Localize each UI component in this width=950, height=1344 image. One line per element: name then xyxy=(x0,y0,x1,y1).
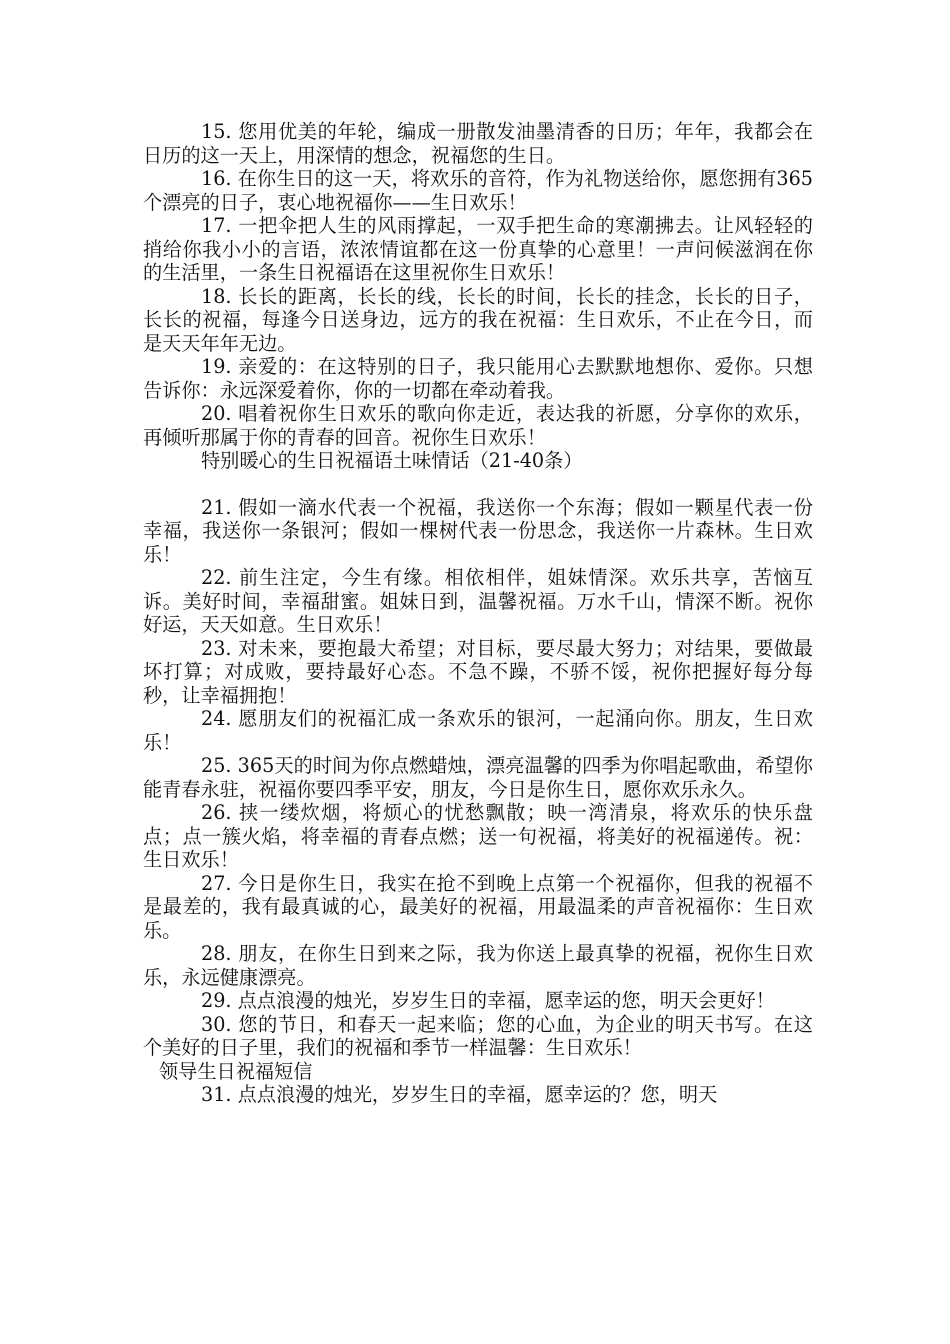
paragraph-20: 20. 唱着祝你生日欢乐的歌向你走近，表达我的祈愿，分享你的欢乐，再倾听那属于你的青春的回音。祝你生日欢乐！ xyxy=(143,402,813,449)
paragraph-18: 18. 长长的距离，长长的线，长长的时间，长长的挂念，长长的日子，长长的祝福，每逢今日送身边，远方的我在祝福：生日欢乐，不止在今日，而是天天年年无边。 xyxy=(143,284,813,355)
paragraph-26: 26. 挟一缕炊烟，将烦心的忧愁飘散；映一湾清泉，将欢乐的快乐盘点；点一簇火焰，将幸福的青春点燃；送一句祝福，将美好的祝福递传。祝：生日欢乐！ xyxy=(143,801,813,871)
paragraph-23: 23. 对未来，要抱最大希望；对目标，要尽最大努力；对结果，要做最坏打算；对成败，要持最好心态。不急不躁，不骄不馁，祝你把握好每分每秒，让幸福拥抱！ xyxy=(143,636,813,707)
paragraph-27: 27. 今日是你生日，我实在抢不到晚上点第一个祝福你，但我的祝福不是最差的，我有最真诚的心，最美好的祝福，用最温柔的声音祝福你：生日欢乐。 xyxy=(143,871,813,942)
paragraph-31: 31. 点点浪漫的烛光，岁岁生日的幸福，愿幸运的？您，明天 xyxy=(201,1083,718,1106)
paragraph-15: 15. 您用优美的年轮，编成一册散发油墨清香的日历；年年，我都会在日历的这一天上，用深情的想念，祝福您的生日。 xyxy=(143,120,813,167)
section-heading: 特别暖心的生日祝福语土味情话（21-40条） xyxy=(201,449,583,472)
paragraph-19: 19. 亲爱的：在这特别的日子，我只能用心去默默地想你、爱你。只想告诉你：永远深爱着你，你的一切都在牵动着我。 xyxy=(143,355,813,402)
paragraph-30: 30. 您的节日，和春天一起来临；您的心血，为企业的明天书写。在这个美好的日子里，我们的祝福和季节一样温馨：生日欢乐！ xyxy=(143,1012,813,1059)
paragraph-25: 25. 365天的时间为你点燃蜡烛，漂亮温馨的四季为你唱起歌曲，希望你能青春永驻，祝福你要四季平安，朋友，今日是你生日，愿你欢乐永久。 xyxy=(143,754,813,801)
paragraph-28: 28. 朋友，在你生日到来之际，我为你送上最真挚的祝福，祝你生日欢乐，永远健康漂亮。 xyxy=(143,942,813,989)
paragraph-24: 24. 愿朋友们的祝福汇成一条欢乐的银河，一起涌向你。朋友，生日欢乐！ xyxy=(143,707,813,754)
paragraph-16: 16. 在你生日的这一天，将欢乐的音符，作为礼物送给你，愿您拥有365个漂亮的日子，衷心地祝福你——生日欢乐！ xyxy=(143,167,813,214)
paragraph-29: 29. 点点浪漫的烛光，岁岁生日的幸福，愿幸运的您，明天会更好！ xyxy=(201,989,775,1012)
subsection-heading: 领导生日祝福短信 xyxy=(159,1059,313,1083)
paragraph-22: 22. 前生注定，今生有缘。相依相伴，姐妹情深。欢乐共享，苦恼互诉。美好时间，幸福甜蜜。姐妹日到，温馨祝福。万水千山，情深不断。祝你好运，天天如意。生日欢乐！ xyxy=(143,566,813,636)
paragraph-21: 21. 假如一滴水代表一个祝福，我送你一个东海；假如一颗星代表一份幸福，我送你一条银河；假如一棵树代表一份思念，我送你一片森林。生日欢乐！ xyxy=(143,495,813,566)
document-body xyxy=(143,120,813,1107)
paragraph-17: 17. 一把伞把人生的风雨撑起，一双手把生命的寒潮拂去。让风轻轻的捎给你我小小的言语，浓浓情谊都在这一份真挚的心意里！一声问候滋润在你的生活里，一条生日祝福语在这里祝你生日欢乐！ xyxy=(143,214,813,284)
